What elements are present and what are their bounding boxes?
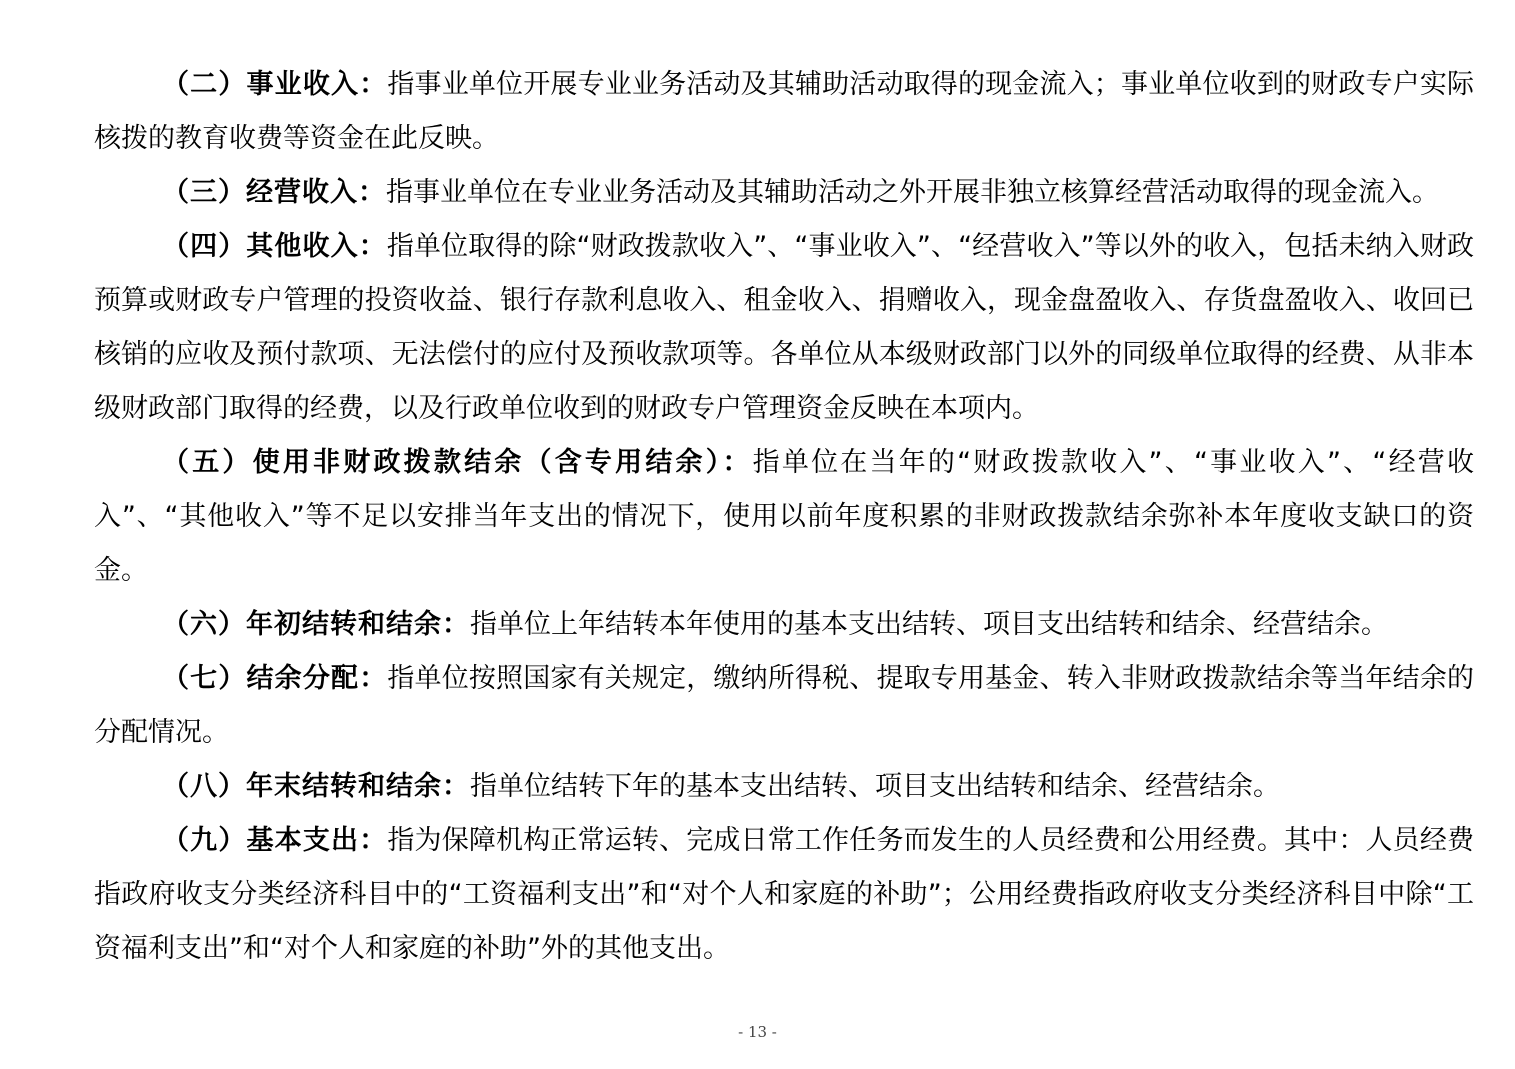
paragraph-basic-expenditure xyxy=(94,814,1474,976)
paragraph-text: 指单位按照国家有关规定，缴纳所得税、提取专用基金、转入非财政拨款结余等当年结余的分配情况。 xyxy=(94,663,1475,748)
term-label: （五）使用非财政拨款结余（含专用结余）： xyxy=(162,447,753,478)
paragraph-surplus-distribution xyxy=(94,652,1474,760)
term-label: （九）基本支出： xyxy=(162,825,388,856)
term-label: （七）结余分配： xyxy=(162,663,388,694)
paragraph-text: 指单位取得的除“财政拨款收入”、“事业收入”、“经营收入”等以外的收入，包括未纳入财政预算或财政专户管理的投资收益、银行存款利息收入、租金收入、捐赠收入，现金盘盈收入、存货盘盈收入、收回已核销的应收及预付款项、无法偿付的应付及预收款项等。各单位从本级财政部门以外的同级单位取得的经费、从非本级财政部门取得的经费，以及行政单位收到的财政专户管理资金反映在本项内。 xyxy=(94,231,1474,424)
paragraph-non-fiscal-surplus xyxy=(94,436,1474,598)
paragraph-text: 指单位上年结转本年使用的基本支出结转、项目支出结转和结余、经营结余。 xyxy=(470,609,1388,640)
term-label: （六）年初结转和结余： xyxy=(162,609,470,640)
paragraph-operating-income xyxy=(94,166,1474,220)
paragraph-closing-balance xyxy=(94,760,1474,814)
paragraph-text: 指事业单位在专业业务活动及其辅助活动之外开展非独立核算经营活动取得的现金流入。 xyxy=(386,177,1439,208)
paragraph-opening-balance xyxy=(94,598,1474,652)
page-number: - 13 - xyxy=(738,1023,777,1041)
document-body xyxy=(94,58,1474,976)
term-label: （八）年末结转和结余： xyxy=(162,771,470,802)
paragraph-business-income xyxy=(94,58,1474,166)
paragraph-text: 指为保障机构正常运转、完成日常工作任务而发生的人员经费和公用经费。其中：人员经费指政府收支分类经济科目中的“工资福利支出”和“对个人和家庭的补助”；公用经费指政府收支分类经济科目中除“工资福利支出”和“对个人和家庭的补助”外的其他支出。 xyxy=(94,825,1475,964)
term-label: （四）其他收入： xyxy=(162,231,387,262)
paragraph-text: 指单位在当年的“财政拨款收入”、“事业收入”、“经营收入”、“其他收入”等不足以安排当年支出的情况下，使用以前年度积累的非财政拨款结余弥补本年度收支缺口的资金。 xyxy=(94,447,1474,586)
paragraph-other-income xyxy=(94,220,1474,436)
paragraph-text: 指单位结转下年的基本支出结转、项目支出结转和结余、经营结余。 xyxy=(470,771,1280,802)
term-label: （二）事业收入： xyxy=(162,69,388,100)
paragraph-text: 指事业单位开展专业业务活动及其辅助活动取得的现金流入；事业单位收到的财政专户实际核拨的教育收费等资金在此反映。 xyxy=(94,69,1475,154)
term-label: （三）经营收入： xyxy=(162,177,386,208)
